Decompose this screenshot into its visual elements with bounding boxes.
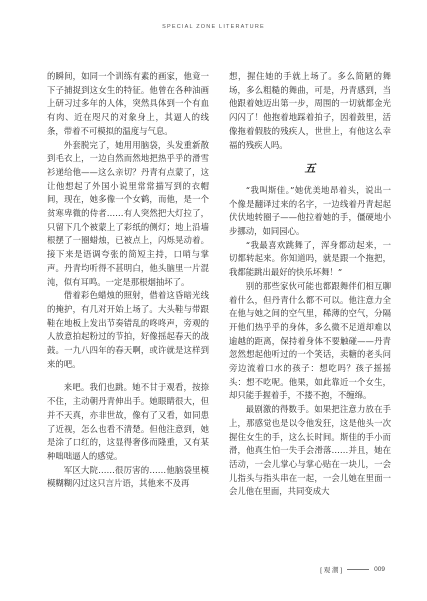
- paragraph: “我叫斯佳。”她优美地昂着头，说出一个像是翻译过来的名字，一边线着丹青起起伏伏地转圈子——他拉着她的手，僵硬地小步挪动，如同园心。: [229, 184, 391, 237]
- running-header: SPECIAL ZONE LITERATURE: [162, 24, 265, 30]
- paragraph: 别的那些家伙可能也都跟舞伴们相互聊着什么，但丹青什么都不可以。他注意力全在他与她之间的空气里，稀薄的空气，分隔开他们热乎乎的身体，多么微不足道却难以逾越的距离，保持着身体不要触碰——丹青忽然想起他听过的一个笑话，卖糖的老头问旁边流着口水的孩子：想吃吗？孩子摇摇头：想不吃呢。他果，如此靠近一个女生，却只能手握着手，不搂不抱，不缠绵。: [229, 280, 391, 401]
- paragraph: 最剧激的得数手。如果把注意力放在手上，那感觉也是以令他发狂，这是他头一次握住女生的手，这么长时间。斯佳的手小而滑，他真生怕一失手会滑落……并且，她在活动，一会儿掌心与掌心贴在一块儿，一会儿指头与指头串在一起，一会儿她在里面一会儿他在里面，共同变成大: [229, 404, 391, 497]
- page-number: 009: [374, 566, 385, 573]
- paragraph: “我最喜欢跳舞了，浑身都动起来，一切都转起来。你知道吗，就是跟一个拖把，我都能跳出最好的快乐坏舞！”: [229, 239, 391, 278]
- paragraph: 的瞬间，如同一个训练有素的画家，他竟一下子捕捉到这女生的特征。他曾在各种油画上研习过多年的人体，突然具体到一个有血有肉、近在咫尺的对象身上，其逼人的线条，带着不可模拟的温度与气息。: [47, 71, 209, 136]
- paragraph: 想，握住她的手就上场了。多么简陋的舞场，多么粗糙的舞曲，可是，丹青感到，当他跟着她迈出第一步，周围的一切就都金光闪闪了！他抱着地踩着拍子，因着鼓里，活像拖着假肢的残疾人，世世上，有他这么幸福的残疾人吗。: [229, 71, 391, 150]
- page-footer: [320, 565, 385, 574]
- section-number: 五: [304, 162, 316, 176]
- paragraph: 借着彩色蜡烛的照射，借着这昏暗光线的掩护，有几对开始上场了。大头鞋与带跟鞋在地板上发出节奏错乱的咚咚声，旁观的人放意拍起粉过的节拍，好像摇起春天的战鼓。一九八四年的春天啊，或许就是这样到来的吧。: [47, 290, 209, 369]
- paragraph: 外套脱完了，她用用脑袋，头发重新散到毛衣上，一边自然而然地把热乎乎的滑雪衫递给他——这么亲切？丹青有点蒙了，这让他想起了外国小说里常常描写到的衣帽间，现在，她多像一个女鹤，而他，是一个贫寒卑微的侍者……有人突然把大灯拉了，只留下几个被蒙上了彩纸的侧灯；地上沿墙根摆了一圈蜡烛，已被点上，闪烁晃动着。接下来是语调夸张的简短主持，口哨与掌声。丹青均听得不甚明白，他头脑里一片混沌，似有耳鸣。一定是那根烟抽坏了。: [47, 139, 209, 287]
- paragraph: 来吧。我们也跳。她不甘于观看，按捺不住，主动朝丹青伸出手。她眼睛很大，但并不天真，亦非世故，像有了又看，如同患了近视，怎么也看不清楚。但他注意到，她是涂了口红的，这显得奢侈而隆重，又有某种咄咄逼人的感觉。: [47, 382, 209, 461]
- paragraph: 军区大院……很厉害的……他脑袋里模模糊糊闪过这只言片语，其他来不及再: [47, 464, 209, 489]
- section-label: [ 观 潮 ]: [320, 567, 343, 574]
- left-column: [47, 70, 209, 491]
- right-column: [229, 70, 391, 499]
- footer-rule: [347, 569, 369, 570]
